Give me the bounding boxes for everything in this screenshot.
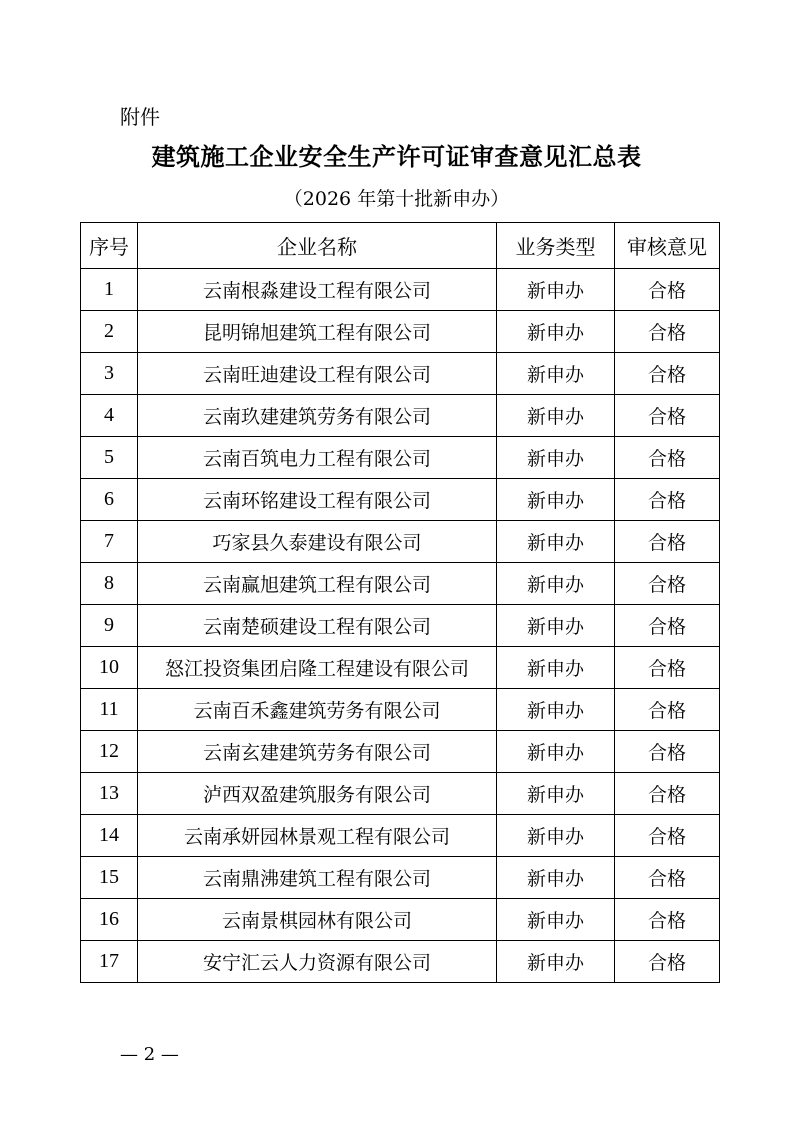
row-type: 新申办 [497,479,615,521]
row-type: 新申办 [497,731,615,773]
row-type: 新申办 [497,941,615,983]
table-row [81,941,720,983]
row-type: 新申办 [497,689,615,731]
row-type: 新申办 [497,815,615,857]
row-opinion: 合格 [615,857,720,899]
row-opinion: 合格 [615,647,720,689]
row-type: 新申办 [497,353,615,395]
row-type: 新申办 [497,269,615,311]
row-company: 云南景棋园林有限公司 [138,899,497,941]
row-no: 7 [81,521,138,563]
row-opinion: 合格 [615,437,720,479]
row-opinion: 合格 [615,689,720,731]
row-company: 云南承妍园林景观工程有限公司 [138,815,497,857]
row-opinion: 合格 [615,605,720,647]
row-company: 泸西双盈建筑服务有限公司 [138,773,497,815]
table-row [81,395,720,437]
table-row [81,773,720,815]
row-type: 新申办 [497,857,615,899]
row-company: 巧家县久泰建设有限公司 [138,521,497,563]
attachment-label: 附件 [120,105,160,129]
table-row [81,731,720,773]
row-no: 14 [81,815,138,857]
row-no: 12 [81,731,138,773]
table-row [81,563,720,605]
row-opinion: 合格 [615,899,720,941]
row-type: 新申办 [497,521,615,563]
row-type: 新申办 [497,395,615,437]
row-company: 怒江投资集团启隆工程建设有限公司 [138,647,497,689]
row-type: 新申办 [497,647,615,689]
row-opinion: 合格 [615,353,720,395]
row-type: 新申办 [497,437,615,479]
table-header-row [81,223,720,269]
row-type: 新申办 [497,773,615,815]
row-no: 2 [81,311,138,353]
row-company: 云南根淼建设工程有限公司 [138,269,497,311]
table-row [81,899,720,941]
table-row [81,857,720,899]
row-no: 13 [81,773,138,815]
row-company: 云南玄建建筑劳务有限公司 [138,731,497,773]
row-type: 新申办 [497,311,615,353]
row-type: 新申办 [497,563,615,605]
header-no: 序号 [81,223,138,269]
table-row [81,815,720,857]
table-row [81,605,720,647]
header-type: 业务类型 [497,223,615,269]
table-row [81,479,720,521]
table-row [81,521,720,563]
row-no: 16 [81,899,138,941]
row-company: 云南鼎沸建筑工程有限公司 [138,857,497,899]
row-opinion: 合格 [615,479,720,521]
row-no: 4 [81,395,138,437]
row-type: 新申办 [497,605,615,647]
row-opinion: 合格 [615,521,720,563]
document-subtitle: （2026 年第十批新申办） [283,188,510,210]
row-opinion: 合格 [615,311,720,353]
row-type: 新申办 [497,899,615,941]
row-company: 云南赢旭建筑工程有限公司 [138,563,497,605]
row-opinion: 合格 [615,395,720,437]
row-opinion: 合格 [615,731,720,773]
page-number: — 2 — [120,1044,179,1065]
row-opinion: 合格 [615,815,720,857]
row-opinion: 合格 [615,773,720,815]
row-no: 17 [81,941,138,983]
row-company: 云南百禾鑫建筑劳务有限公司 [138,689,497,731]
table-row [81,311,720,353]
row-company: 昆明锦旭建筑工程有限公司 [138,311,497,353]
table-row [81,689,720,731]
table-body [81,269,720,983]
header-opinion: 审核意见 [615,223,720,269]
header-company: 企业名称 [138,223,497,269]
row-company: 云南旺迪建设工程有限公司 [138,353,497,395]
row-no: 10 [81,647,138,689]
table-row [81,353,720,395]
row-no: 11 [81,689,138,731]
row-company: 云南环铭建设工程有限公司 [138,479,497,521]
row-opinion: 合格 [615,941,720,983]
document-title: 建筑施工企业安全生产许可证审查意见汇总表 [151,142,642,171]
table-row [81,269,720,311]
row-company: 云南玖建建筑劳务有限公司 [138,395,497,437]
row-no: 5 [81,437,138,479]
row-no: 1 [81,269,138,311]
table-row [81,437,720,479]
row-no: 3 [81,353,138,395]
table-row [81,647,720,689]
row-company: 云南百筑电力工程有限公司 [138,437,497,479]
row-no: 9 [81,605,138,647]
row-opinion: 合格 [615,269,720,311]
review-summary-table [80,222,720,983]
row-no: 8 [81,563,138,605]
row-no: 15 [81,857,138,899]
row-no: 6 [81,479,138,521]
row-company: 云南楚硕建设工程有限公司 [138,605,497,647]
row-company: 安宁汇云人力资源有限公司 [138,941,497,983]
row-opinion: 合格 [615,563,720,605]
